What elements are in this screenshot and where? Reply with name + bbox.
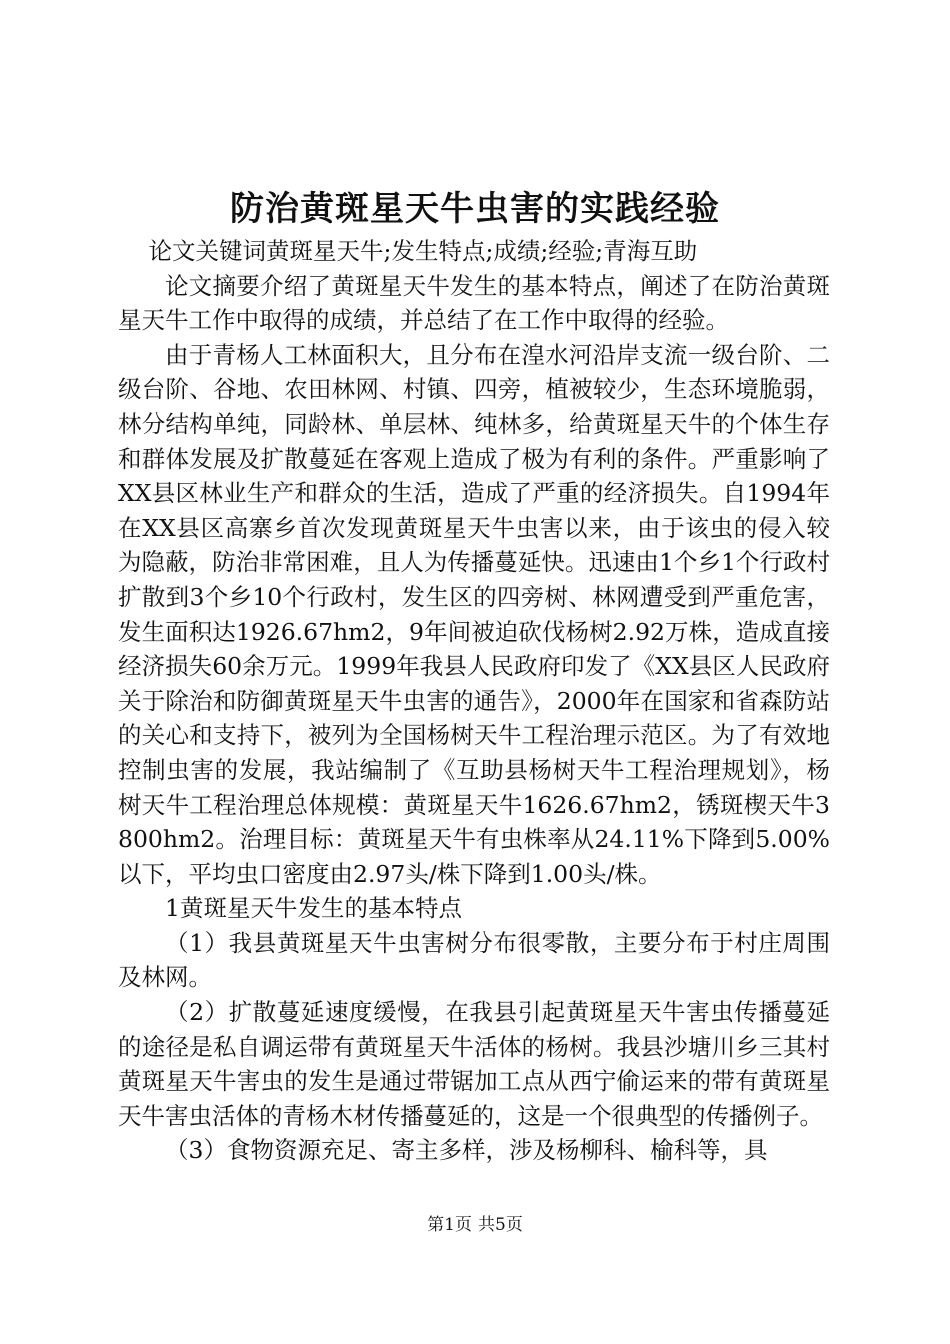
- keywords-paragraph: 论文关键词黄斑星天牛;发生特点;成绩;经验;青海互助: [148, 237, 698, 265]
- section-heading: 1黄斑星天牛发生的基本特点: [165, 894, 462, 923]
- document-title: 防治黄斑星天牛虫害的实践经验: [230, 189, 720, 229]
- page-number: 第1页: [427, 1215, 472, 1235]
- list-item-1: （1）我县黄斑星天牛虫害树分布很零散，主要分布于村庄周围及林网。: [118, 928, 830, 992]
- abstract-paragraph: 论文摘要介绍了黄斑星天牛发生的基本特点，阐述了在防治黄斑星天牛工作中取得的成绩，并总结了在工作中取得的经验。: [118, 271, 830, 335]
- page-total: 共5页: [478, 1215, 523, 1235]
- page-footer: [0, 1214, 950, 1236]
- list-item-2: （2）扩散蔓延速度缓慢，在我县引起黄斑星天牛害虫传播蔓延的途径是私自调运带有黄斑星天牛活体的杨树。我县沙塘川乡三其村黄斑星天牛害虫的发生是通过带锯加工点从西宁偷运来的带有黄斑星天牛害虫活体的青杨木材传播蔓延的，这是一个很典型的传播例子。: [118, 998, 830, 1130]
- list-item-3: （3）食物资源充足、寄主多样，涉及杨柳科、榆科等，具: [165, 1136, 768, 1165]
- document-body: [118, 234, 830, 1168]
- intro-paragraph: 由于青杨人工林面积大，且分布在湟水河沿岸支流一级台阶、二级台阶、谷地、农田林网、村镇、四旁，植被较少，生态环境脆弱，林分结构单纯，同龄林、单层林、纯林多，给黄斑星天牛的个体生存和群体发展及扩散蔓延在客观上造成了极为有利的条件。严重影响了XX县区林业生产和群众的生活，造成了严重的经济损失。自1994年在XX县区高寨乡首次发现黄斑星天牛虫害以来，由于该虫的侵入较为隐蔽，防治非常困难，且人为传播蔓延快。迅速由1个乡1个行政村扩散到3个乡10个行政村，发生区的四旁树、林网遭受到严重危害，发生面积达1926.67hm2，9年间被迫砍伐杨树2.92万株，造成直接经济损失60余万元。1999年我县人民政府印发了《XX县区人民政府关于除治和防御黄斑星天牛虫害的通告》，2000年在国家和省森防站的关心和支持下，被列为全国杨树天牛工程治理示范区。为了有效地控制虫害的发展，我站编制了《互助县杨树天牛工程治理规划》，杨树天牛工程治理总体规模：黄斑星天牛1626.67hm2，锈斑楔天牛3800hm2。治理目标：黄斑星天牛有虫株率从24.11%下降到5.00%以下，平均虫口密度由2.97头/株下降到1.00头/株。: [118, 340, 830, 888]
